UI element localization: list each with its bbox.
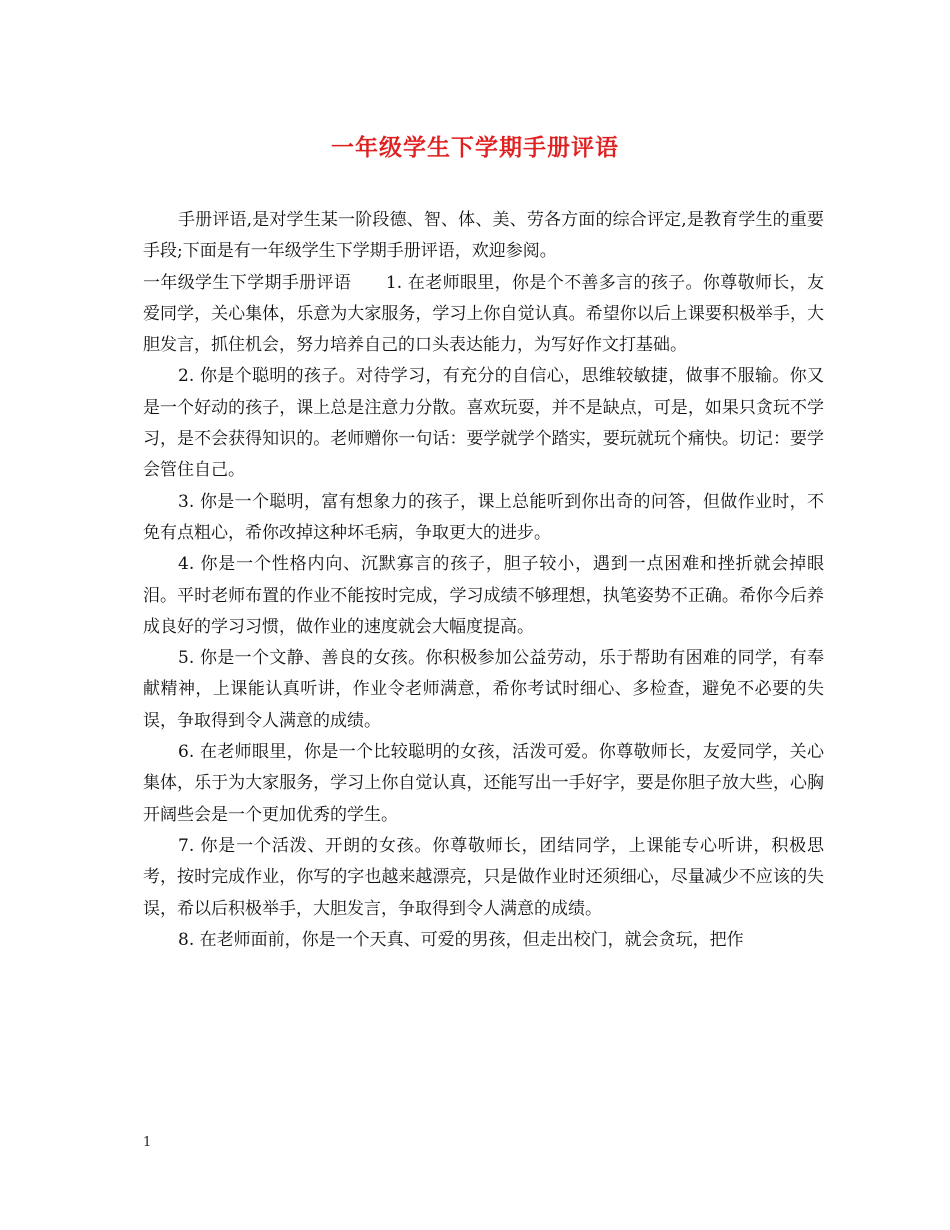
paragraph-comment-1: 一年级学生下学期手册评语 1. 在老师眼里，你是个不善多言的孩子。你尊敬师长，友爱同学，关心集体，乐意为大家服务，学习上你自觉认真。希望你以后上课要积极举手，大胆发言，抓住机会，努力培养自己的口头表达能力，为写好作文打基础。 [143, 272, 824, 356]
page-number: 1 [143, 1135, 152, 1150]
paragraph-comment-7: 7. 你是一个活泼、开朗的女孩。你尊敬师长，团结同学，上课能专心听讲，积极思考，按时完成作业，你写的字也越来越漂亮，只是做作业时还须细心，尽量减少不应该的失误，希以后积极举手，大胆发言，争取得到令人满意的成绩。 [143, 835, 824, 919]
paragraph-intro: 手册评语,是对学生某一阶段德、智、体、美、劳各方面的综合评定,是教育学生的重要手段;下面是有一年级学生下学期手册评语，欢迎参阅。 [143, 210, 824, 262]
paragraph-comment-8: 8. 在老师面前，你是一个天真、可爱的男孩，但走出校门，就会贪玩，把作 [178, 929, 744, 950]
paragraph-comment-6: 6. 在老师眼里，你是一个比较聪明的女孩，活泼可爱。你尊敬师长，友爱同学，关心集体，乐于为大家服务，学习上你自觉认真，还能写出一手好字，要是你胆子放大些，心胸开阔些会是一个更加优秀的学生。 [143, 742, 824, 825]
document-title: 一年级学生下学期手册评语 [331, 134, 619, 161]
paragraph-comment-2: 2. 你是个聪明的孩子。对待学习，有充分的自信心，思维较敏捷，做事不服输。你又是一个好动的孩子，课上总是注意力分散。喜欢玩耍，并不是缺点，可是，如果只贪玩不学习，是不会获得知识的。老师赠你一句话：要学就学个踏实，要玩就玩个痛快。切记：要学会管住自己。 [143, 366, 824, 481]
document-body [143, 205, 824, 956]
paragraph-comment-5: 5. 你是一个文静、善良的女孩。你积极参加公益劳动，乐于帮助有困难的同学，有奉献精神，上课能认真听讲，作业令老师满意，希你考试时细心、多检查，避免不必要的失误，争取得到令人满意的成绩。 [143, 648, 824, 731]
paragraph-comment-3: 3. 你是一个聪明，富有想象力的孩子，课上总能听到你出奇的问答，但做作业时，不免有点粗心，希你改掉这种坏毛病，争取更大的进步。 [143, 491, 824, 543]
paragraph-comment-4: 4. 你是一个性格内向、沉默寡言的孩子，胆子较小，遇到一点困难和挫折就会掉眼泪。平时老师布置的作业不能按时完成，学习成绩不够理想，执笔姿势不正确。希你今后养成良好的学习习惯，做作业的速度就会大幅度提高。 [143, 554, 824, 637]
